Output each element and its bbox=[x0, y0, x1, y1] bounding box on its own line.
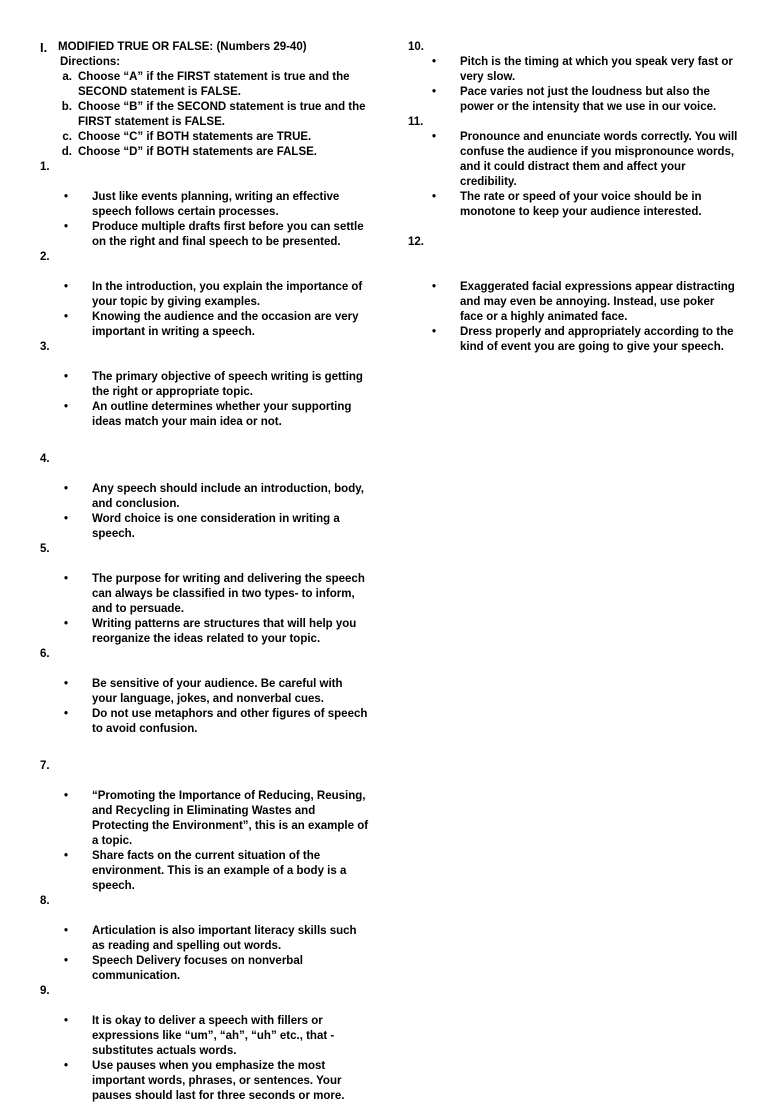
question-item bbox=[40, 984, 370, 1104]
question-number: 10. bbox=[408, 41, 424, 53]
statement: • Just like events planning, writing an effective speech follows certain processes. bbox=[40, 190, 370, 220]
statement: • The primary objective of speech writing is getting the right or appropriate topic. bbox=[40, 370, 370, 400]
option-text: Choose “B” if the SECOND statement is true and the FIRST statement is FALSE. bbox=[78, 101, 366, 128]
left-column bbox=[40, 40, 370, 1104]
option-letter: a. bbox=[62, 71, 72, 83]
option-letter: b. bbox=[61, 101, 72, 113]
directions-label: Directions: bbox=[60, 56, 121, 68]
option-letter: c. bbox=[62, 131, 72, 143]
direction-option bbox=[52, 130, 370, 145]
option-text: Choose “A” if the FIRST statement is true and the SECOND statement is FALSE. bbox=[78, 71, 350, 98]
question-number: 2. bbox=[40, 251, 50, 263]
statement: • Speech Delivery focuses on nonverbal communication. bbox=[40, 954, 370, 984]
option-text: Choose “C” if BOTH statements are TRUE. bbox=[78, 131, 312, 143]
question-item bbox=[40, 759, 370, 894]
statement: • Knowing the audience and the occasion are very important in writing a speech. bbox=[40, 310, 370, 340]
statement: • Use pauses when you emphasize the most important words, phrases, or sentences. Your pauses should last for three seconds or more. bbox=[40, 1059, 370, 1104]
right-column bbox=[408, 40, 738, 355]
question-item bbox=[40, 250, 370, 340]
statement: • Be sensitive of your audience. Be careful with your language, jokes, and nonverbal cues. bbox=[40, 677, 370, 707]
question-item bbox=[40, 340, 370, 452]
direction-option bbox=[52, 100, 370, 130]
question-item bbox=[408, 115, 738, 220]
statement: • Exaggerated facial expressions appear distracting and may even be annoying. Instead, use poker face or a highly animated face. bbox=[408, 280, 738, 325]
statement: • Share facts on the current situation of the environment. This is an example of a body is a speech. bbox=[40, 849, 370, 894]
question-number: 12. bbox=[408, 236, 424, 248]
option-letter: d. bbox=[61, 146, 72, 158]
question-item bbox=[40, 647, 370, 759]
statement: • Any speech should include an introduction, body, and conclusion. bbox=[40, 482, 370, 512]
statement: • Word choice is one consideration in writing a speech. bbox=[40, 512, 370, 542]
option-text: Choose “D” if BOTH statements are FALSE. bbox=[78, 146, 317, 158]
statement: • Pitch is the timing at which you speak very fast or very slow. bbox=[408, 55, 738, 85]
statement: • Articulation is also important literacy skills such as reading and spelling out words. bbox=[40, 924, 370, 954]
statement: • Produce multiple drafts first before you can settle on the right and final speech to be presented. bbox=[40, 220, 370, 250]
statement: • The rate or speed of your voice should be in monotone to keep your audience interested. bbox=[408, 190, 738, 220]
question-number: 9. bbox=[40, 985, 50, 997]
question-item bbox=[408, 235, 738, 355]
statement: • The purpose for writing and delivering the speech can always be classified in two types- to inform, and to persuade. bbox=[40, 572, 370, 617]
statement: • Dress properly and appropriately according to the kind of event you are going to give your speech. bbox=[408, 325, 738, 355]
statement: • Writing patterns are structures that will help you reorganize the ideas related to your topic. bbox=[40, 617, 370, 647]
question-item bbox=[408, 40, 738, 115]
question-number: 11. bbox=[408, 116, 424, 128]
statement: • “Promoting the Importance of Reducing, Reusing, and Recycling in Eliminating Wastes and Protecting the Environment”, this is an example of a topic. bbox=[40, 789, 370, 849]
question-number: 8. bbox=[40, 895, 50, 907]
question-number: 7. bbox=[40, 760, 50, 772]
question-number: 6. bbox=[40, 648, 50, 660]
question-number: 1. bbox=[40, 161, 50, 173]
direction-option bbox=[52, 145, 370, 160]
section-title: MODIFIED TRUE OR FALSE: (Numbers 29-40) bbox=[58, 41, 307, 53]
question-number: 5. bbox=[40, 543, 50, 555]
question-item bbox=[40, 542, 370, 647]
statement: • Pronounce and enunciate words correctly. You will confuse the audience if you mispronounce words, and it could distract them and affect your credibility. bbox=[408, 130, 738, 190]
question-item bbox=[40, 452, 370, 542]
question-item bbox=[40, 894, 370, 984]
statement: • It is okay to deliver a speech with fillers or expressions like “um”, “ah”, “uh” etc., that - substitutes actuals words. bbox=[40, 1014, 370, 1059]
section-number: I. bbox=[40, 40, 48, 55]
question-item bbox=[40, 160, 370, 250]
question-number: 3. bbox=[40, 341, 50, 353]
question-number: 4. bbox=[40, 453, 50, 465]
direction-option bbox=[52, 70, 370, 100]
statement: • In the introduction, you explain the importance of your topic by giving examples. bbox=[40, 280, 370, 310]
statement: • Pace varies not just the loudness but also the power or the intensity that we use in our voice. bbox=[408, 85, 738, 115]
section-heading bbox=[40, 40, 370, 55]
statement: • An outline determines whether your supporting ideas match your main idea or not. bbox=[40, 400, 370, 430]
statement: • Do not use metaphors and other figures of speech to avoid confusion. bbox=[40, 707, 370, 737]
